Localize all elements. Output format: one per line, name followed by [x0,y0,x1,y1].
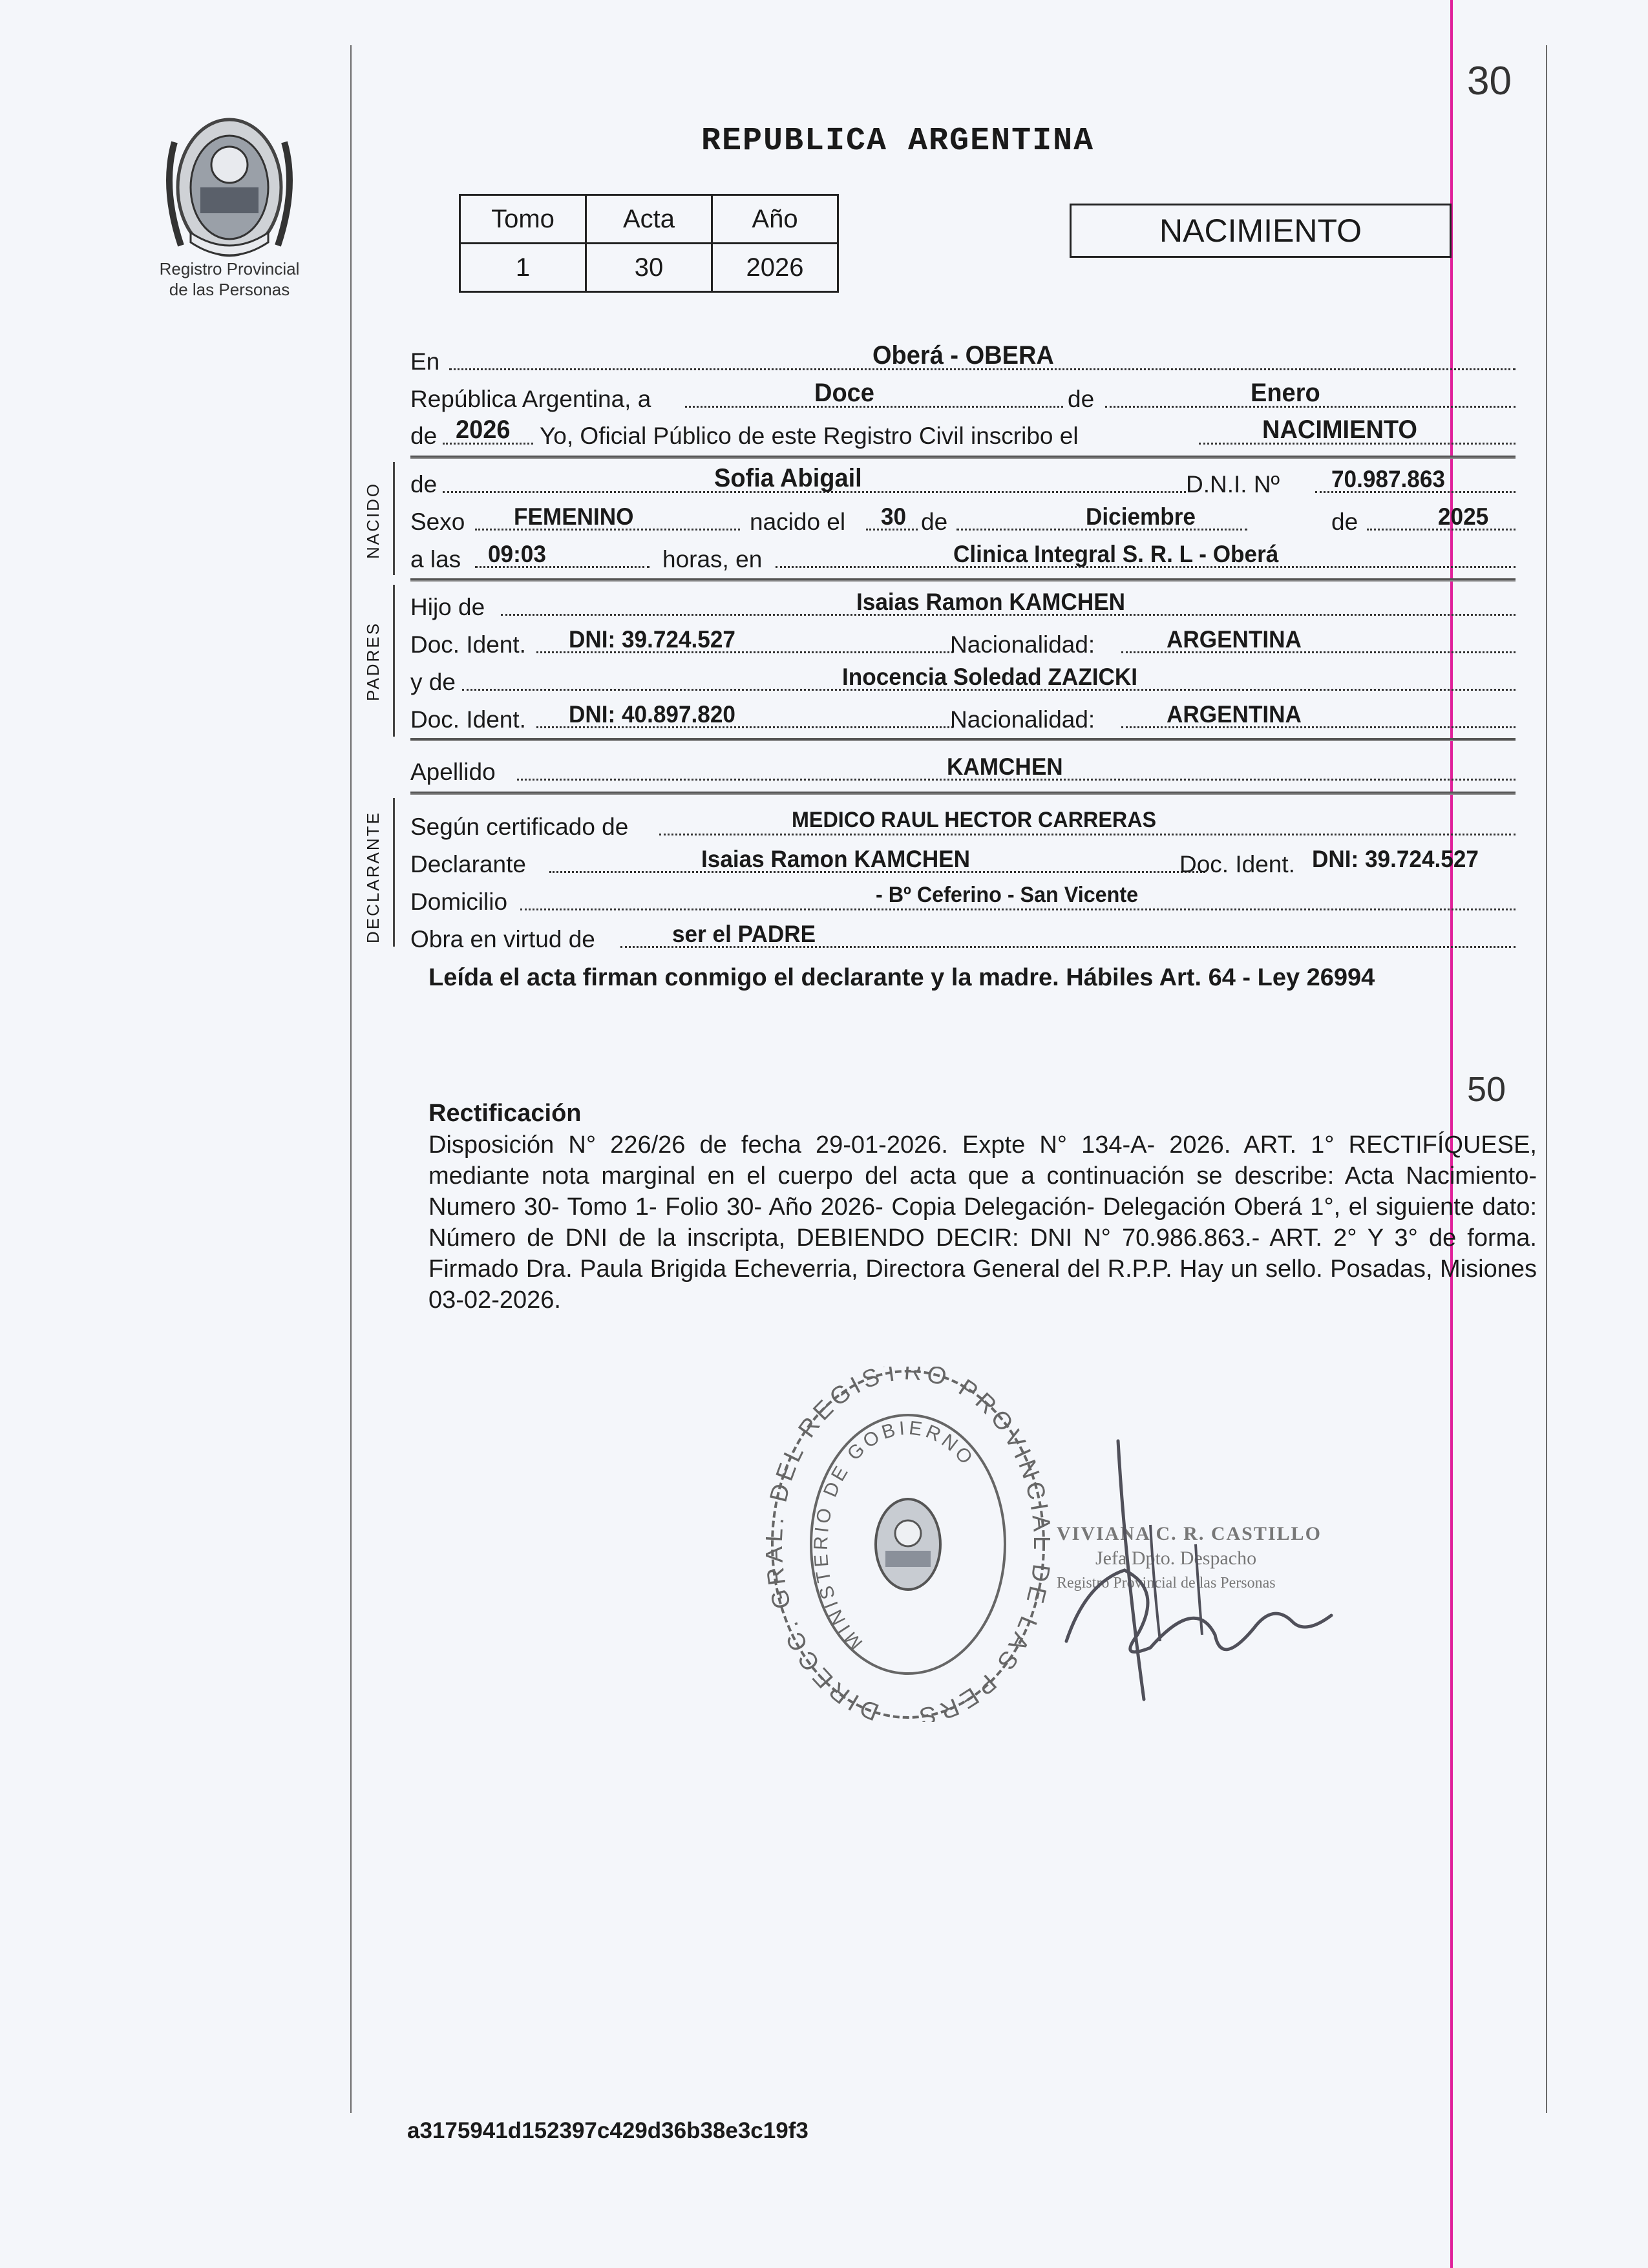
year-event: NACIMIENTO [1262,415,1417,444]
separator-2 [410,578,1516,582]
rectification-heading: Rectificación [428,1100,582,1127]
separator-3 [410,738,1516,741]
row-father [410,585,1516,621]
header-ano: Año [712,195,838,244]
row-child-time [410,537,1516,573]
declarant-doc: DNI: 39.724.527 [1312,846,1479,872]
mother-nat: ARGENTINA [1167,701,1302,728]
book-table [459,194,839,293]
seal-caption-line1: Registro Provincial [159,259,300,278]
provincial-seal [155,103,304,271]
section-nacido: NACIDO [363,481,383,559]
child-dni: 70.987.863 [1331,466,1445,492]
rectification-body: Disposición N° 226/26 de fecha 29-01-2026. Expte N° 134-A- 2026. ART. 1° RECTIFÍQUESE, mediante nota marginal en el cuerpo del acta que a continuación se describe: Acta Nacimiento- Numero 30- Tomo 1- Folio 30- Año 2026- Copia Delegación- Delegación Oberá 1°, el siguiente dato: Número de DNI de la inscripta, DEBIENDO DECIR: DNI N° 70.986.863.- ART. 2° Y 3° de forma. Firmado Dra. Paula Brigida Echeverria, Directora General del R.P.P. Hay un sello. Posadas, Misiones 03-02-2026. [428,1131,1537,1314]
header-acta: Acta [586,195,712,244]
stamp-inner-text: MINISTERIO DE GOBIERNO [810,1417,979,1654]
father-name: Isaias Ramon KAMCHEN [856,589,1126,615]
surname-label: Apellido [410,759,496,785]
mother-doc: DNI: 40.897.820 [569,701,735,728]
stamp-ring-text: DIRECC. G DEL REGISTRO PROVINC E LAS PERS [766,1367,1050,1722]
year-text: Yo, Oficial Público de este Registro Civil inscribo el [540,423,1079,449]
father-doc-label: Doc. Ident. [410,631,526,658]
page-number: 30 [1467,59,1512,103]
sex-label: Sexo [410,509,465,535]
value-ano: 2026 [712,244,838,292]
row-obra [410,917,1516,953]
child-name: Sofia Abigail [714,464,862,492]
time-value: 09:03 [488,541,546,567]
mother-name: Inocencia Soledad ZAZICKI [842,664,1138,690]
nacido-bar [393,462,395,575]
year-de-label: de [410,423,438,449]
date-month: Enero [1251,379,1320,407]
handwritten-signature [1047,1428,1344,1719]
declarant-label: Declarante [410,851,526,877]
padres-bar [393,585,395,737]
born-day: 30 [881,503,907,530]
row-place [410,339,1516,375]
row-child-sex [410,499,1516,536]
domicile-value: - Bº Ceferino - San Vicente [876,883,1139,907]
domicile-label: Domicilio [410,888,508,915]
row-mother [410,660,1516,696]
born-month: Diciembre [1086,503,1196,530]
row-mother-doc [410,697,1516,733]
child-de-label: de [410,471,438,498]
official-stamp [766,1367,1050,1722]
record-type-box [1070,204,1452,258]
row-year [410,414,1516,450]
value-tomo: 1 [460,244,586,292]
row-domicile [410,879,1516,916]
born-label: nacido el [750,509,846,535]
right-margin-line [1546,45,1547,2113]
seal-caption [129,258,330,300]
page-title: REPUBLICA ARGENTINA [701,123,1095,160]
hours-label: horas, en [662,546,763,572]
cert-label: Según certificado de [410,814,629,840]
row-father-doc [410,622,1516,658]
time-label: a las [410,546,461,572]
separator-1 [410,456,1516,459]
birth-place: Clinica Integral S. R. L - Oberá [953,541,1279,567]
father-nat: ARGENTINA [1167,626,1302,653]
margin-number: 50 [1467,1070,1506,1109]
father-nat-label: Nacionalidad: [950,631,1095,658]
born-de-label: de [921,509,948,535]
father-doc: DNI: 39.724.527 [569,626,735,653]
born-year: 2025 [1438,503,1489,530]
row-date [410,377,1516,413]
section-declarante: DECLARANTE [363,811,383,943]
child-dni-label: D.N.I. Nº [1186,471,1280,498]
declarant-doc-label: Doc. Ident. [1179,851,1295,877]
row-surname [410,750,1516,786]
mother-nat-label: Nacionalidad: [950,706,1095,733]
header-tomo: Tomo [460,195,586,244]
cert-value: MEDICO RAUL HECTOR CARRERAS [792,808,1157,832]
date-de-label: de [1068,386,1095,412]
and-label: y de [410,669,456,695]
son-of-label: Hijo de [410,594,485,620]
sex-value: FEMENINO [514,503,634,530]
document-hash: a3175941d152397c429d36b38e3c19f3 [407,2118,808,2143]
row-declarant [410,842,1516,878]
row-cert [410,804,1516,841]
place-value: Oberá - OBERA [872,341,1054,370]
surname-value: KAMCHEN [947,753,1063,780]
mother-doc-label: Doc. Ident. [410,706,526,733]
obra-label: Obra en virtud de [410,926,595,952]
separator-4 [410,792,1516,795]
signature-line1: VIVIANA C. R. CASTILLO [1057,1523,1322,1544]
signature-line2: Jefa Dpto. Despacho [1095,1548,1257,1569]
declarant-name: Isaias Ramon KAMCHEN [701,846,971,872]
signature-line3: Registro Provincial de las Personas [1057,1575,1276,1591]
closing-text: Leída el acta firman conmigo el declarante y la madre. Hábiles Art. 64 - Ley 26994 [428,964,1375,991]
date-label: República Argentina, a [410,386,651,412]
obra-value: ser el PADRE [672,921,816,947]
value-acta: 30 [586,244,712,292]
date-day: Doce [814,379,874,407]
row-child-name [410,462,1516,498]
section-padres: PADRES [363,622,383,701]
left-margin-line [350,45,352,2113]
place-label: En [410,348,440,375]
record-type: NACIMIENTO [1159,213,1362,249]
year-value: 2026 [456,415,511,444]
born-de-label2: de [1331,509,1358,535]
declarante-bar [393,798,395,947]
seal-caption-line2: de las Personas [169,280,290,299]
